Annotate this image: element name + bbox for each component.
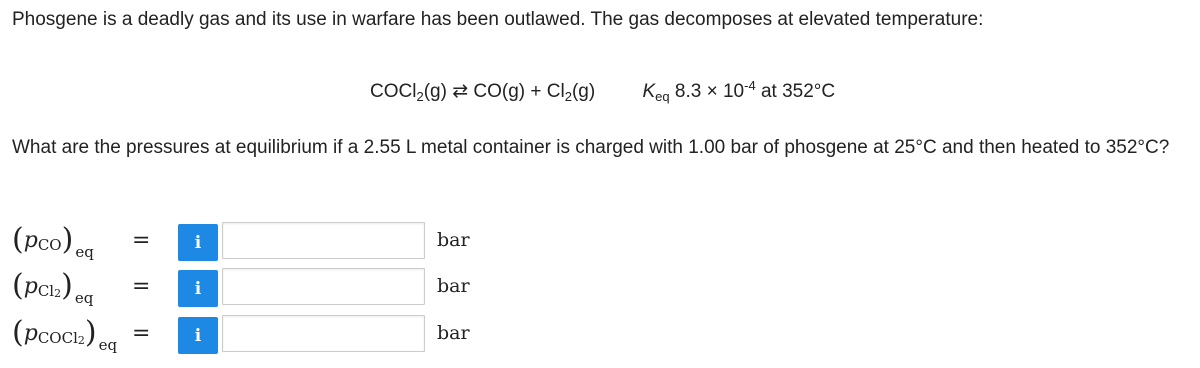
equals-sign: =: [132, 274, 151, 299]
equilibrium-arrow: ⇄: [452, 81, 469, 102]
reactant: COCl$_2$(g): [370, 81, 447, 104]
answer-row-cocl2: [12, 315, 712, 355]
pressure-label-cl2: $(p_{Cl}2)$ $_{eq}$: [12, 268, 94, 307]
info-icon[interactable]: i: [178, 224, 218, 261]
unit-label: bar: [437, 275, 470, 297]
unit-label: bar: [437, 322, 470, 344]
reaction-equation: [370, 78, 835, 106]
products: $CO(g) + Cl_2(g)$: [473, 81, 596, 104]
equals-sign: =: [132, 228, 151, 253]
answer-row-cl2: [12, 268, 712, 308]
answer-row-co: [12, 222, 712, 262]
equilibrium-constant: $K_{eq}$ $8.3 \times 10^{-4}$ at 352°C: [642, 78, 836, 104]
pressure-cl2-input[interactable]: [222, 268, 425, 305]
pressure-label-co: $(p_{CO})$ $_{eq}$: [12, 222, 94, 261]
problem-question: What are the pressures at equilibrium if a 2.55 L metal container is charged with 1.00 bar of phosgene at 25°C and then heated to 352°C?: [12, 137, 1170, 158]
problem-intro: Phosgene is a deadly gas and its use in warfare has been outlawed. The gas decomposes at elevated temperature:: [12, 9, 984, 30]
unit-label: bar: [437, 229, 470, 251]
pressure-co-input[interactable]: [222, 222, 425, 259]
info-icon[interactable]: i: [178, 270, 218, 307]
equals-sign: =: [132, 321, 151, 346]
info-icon[interactable]: i: [178, 317, 218, 354]
pressure-label-cocl2: $(p_{COCl}2)$ $_{eq}$: [12, 315, 118, 354]
pressure-cocl2-input[interactable]: [222, 315, 425, 352]
